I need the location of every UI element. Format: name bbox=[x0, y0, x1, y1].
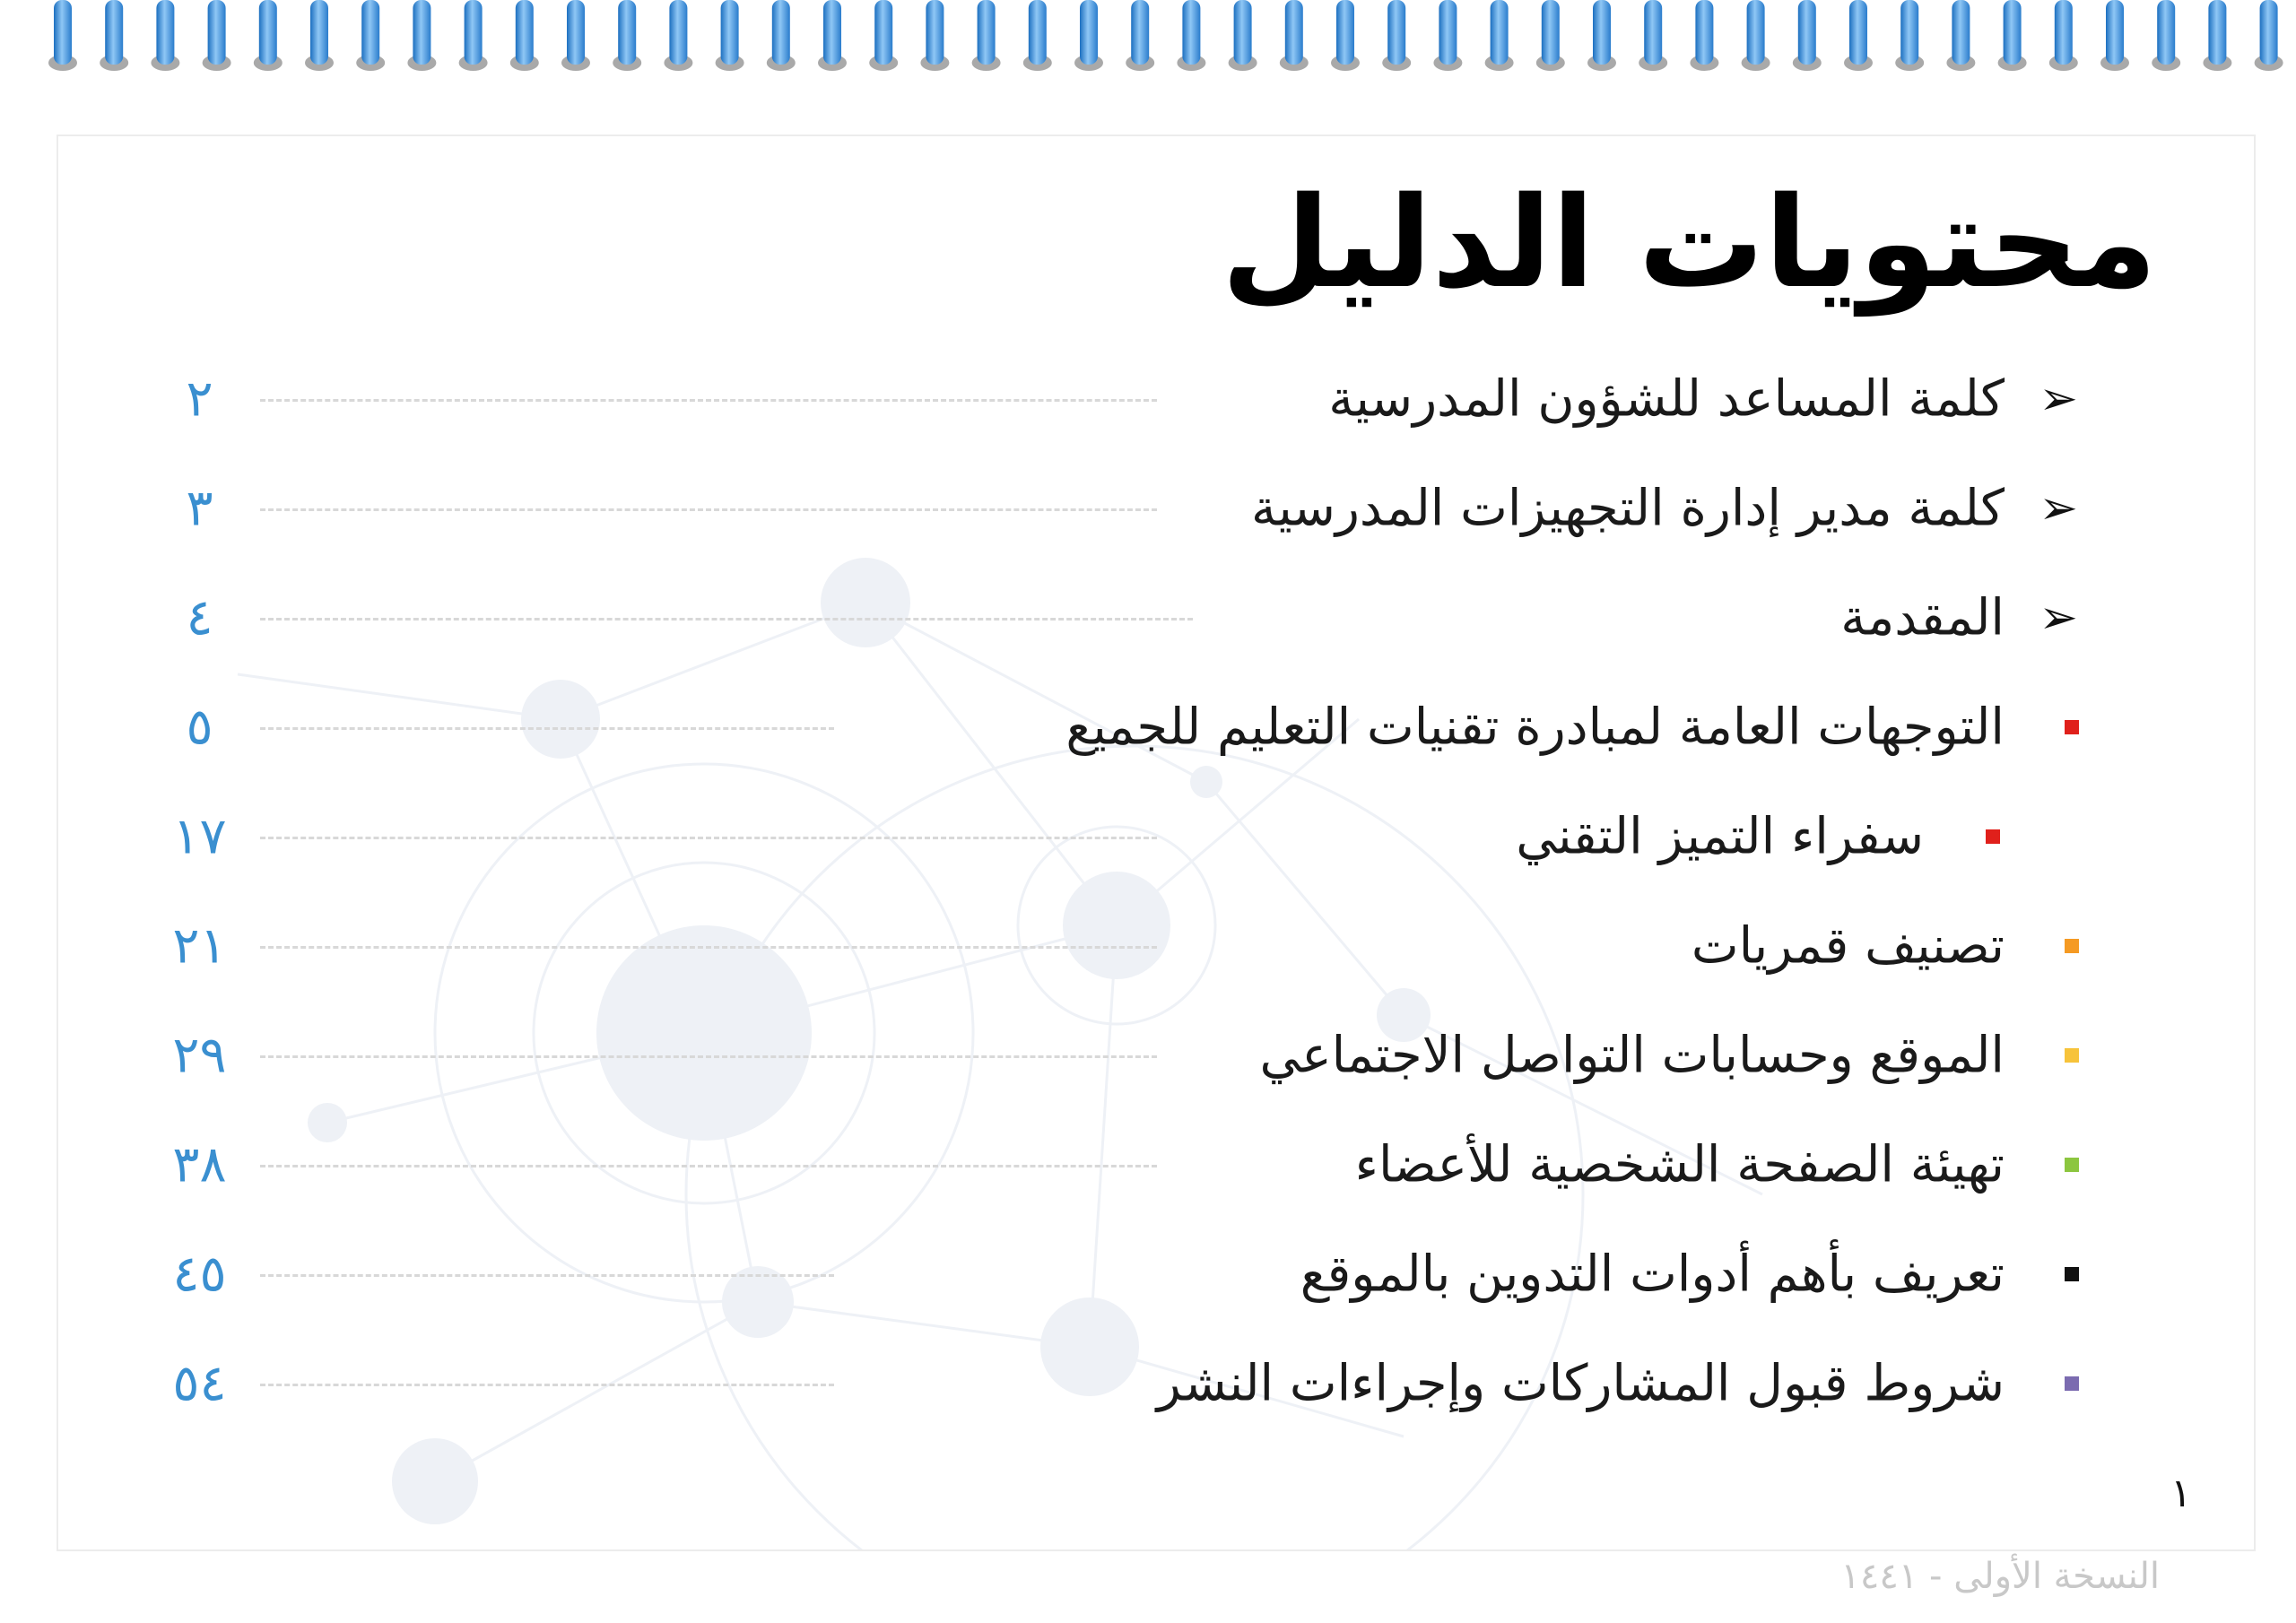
binding-coil bbox=[208, 0, 226, 65]
dotted-leader bbox=[260, 946, 1157, 949]
binding-coil bbox=[2260, 0, 2278, 65]
binding-coil bbox=[1182, 0, 1200, 65]
toc-item-label[interactable]: تعريف بأهم أدوات التدوين بالموقع bbox=[1300, 1245, 2005, 1304]
toc-page-number[interactable]: ٤٥ bbox=[172, 1245, 227, 1304]
binding-coil bbox=[1387, 0, 1405, 65]
binding-coil bbox=[259, 0, 277, 65]
binding-coil bbox=[1747, 0, 1765, 65]
toc-page-number[interactable]: ٥٤ bbox=[172, 1354, 227, 1413]
binding-coil bbox=[2208, 0, 2226, 65]
binding-coil bbox=[926, 0, 944, 65]
binding-coil bbox=[1542, 0, 1560, 65]
toc-item-label[interactable]: كلمة المساعد للشؤون المدرسية bbox=[1328, 369, 2005, 429]
dotted-leader bbox=[260, 508, 1157, 511]
square-bullet-icon bbox=[2065, 1048, 2079, 1063]
square-bullet-icon bbox=[2065, 939, 2079, 953]
binding-coil bbox=[823, 0, 841, 65]
binding-coil bbox=[361, 0, 379, 65]
toc-item-label[interactable]: المقدمة bbox=[1840, 588, 2005, 647]
binding-coil bbox=[1336, 0, 1354, 65]
toc-row[interactable] bbox=[0, 1115, 2296, 1214]
binding-coil bbox=[1952, 0, 1970, 65]
binding-coil bbox=[1131, 0, 1149, 65]
toc-page-number[interactable]: ٣٨ bbox=[172, 1135, 227, 1194]
edition-footer: النسخة الأولى - ١٤٤١ bbox=[1840, 1556, 2160, 1597]
binding-coil bbox=[721, 0, 739, 65]
toc-row[interactable] bbox=[0, 568, 2296, 667]
toc-page-number[interactable]: ٤ bbox=[186, 588, 213, 647]
binding-coil bbox=[2106, 0, 2124, 65]
toc-page-number[interactable]: ١٧ bbox=[172, 807, 227, 866]
binding-coil bbox=[465, 0, 483, 65]
toc-row[interactable] bbox=[0, 1006, 2296, 1105]
binding-coil bbox=[413, 0, 430, 65]
square-bullet-icon bbox=[1986, 829, 2000, 844]
dotted-leader bbox=[260, 1384, 834, 1386]
arrow-icon: ➢ bbox=[2039, 372, 2078, 426]
binding-coil bbox=[1285, 0, 1303, 65]
dotted-leader bbox=[260, 727, 834, 730]
binding-coil bbox=[105, 0, 123, 65]
binding-coil bbox=[516, 0, 534, 65]
binding-coil bbox=[156, 0, 174, 65]
binding-coil bbox=[772, 0, 790, 65]
binding-coil bbox=[1849, 0, 1867, 65]
dotted-leader bbox=[260, 1055, 1157, 1058]
dotted-leader bbox=[260, 618, 1193, 621]
binding-coil bbox=[1439, 0, 1457, 65]
binding-coil bbox=[1644, 0, 1662, 65]
binding-coil bbox=[567, 0, 585, 65]
toc-page-number[interactable]: ٥ bbox=[186, 698, 213, 757]
toc-row[interactable] bbox=[0, 1334, 2296, 1433]
dotted-leader bbox=[260, 1274, 834, 1277]
toc-row[interactable] bbox=[0, 678, 2296, 777]
arrow-icon: ➢ bbox=[2039, 482, 2078, 535]
toc-row[interactable] bbox=[0, 350, 2296, 448]
binding-coil bbox=[2004, 0, 2022, 65]
binding-coil bbox=[1080, 0, 1098, 65]
binding-coil bbox=[54, 0, 72, 65]
dotted-leader bbox=[260, 837, 1157, 839]
dotted-leader bbox=[260, 1165, 1157, 1167]
toc-item-label[interactable]: الموقع وحسابات التواصل الاجتماعي bbox=[1259, 1026, 2005, 1085]
binding-coil bbox=[1900, 0, 1918, 65]
binding-coil bbox=[1029, 0, 1047, 65]
page-number: ١ bbox=[2170, 1471, 2192, 1516]
toc-page-number[interactable]: ٢ bbox=[186, 369, 213, 429]
binding-coil bbox=[2055, 0, 2073, 65]
square-bullet-icon bbox=[2065, 1158, 2079, 1172]
spiral-binding-icon bbox=[0, 0, 2296, 81]
binding-coil bbox=[1798, 0, 1816, 65]
binding-coil bbox=[874, 0, 892, 65]
square-bullet-icon bbox=[2065, 1267, 2079, 1281]
square-bullet-icon bbox=[2065, 720, 2079, 734]
square-bullet-icon bbox=[2065, 1376, 2079, 1391]
toc-row[interactable] bbox=[0, 459, 2296, 558]
toc-row[interactable] bbox=[0, 897, 2296, 995]
binding-coil bbox=[2157, 0, 2175, 65]
toc-page-number[interactable]: ٣ bbox=[186, 479, 213, 538]
binding-coil bbox=[1491, 0, 1509, 65]
toc-row[interactable] bbox=[0, 787, 2296, 886]
toc-item-label[interactable]: تهيئة الصفحة الشخصية للأعضاء bbox=[1354, 1135, 2005, 1194]
binding-coil bbox=[1593, 0, 1611, 65]
binding-coil bbox=[978, 0, 996, 65]
binding-coil bbox=[310, 0, 328, 65]
toc-item-label[interactable]: تصنيف قمريات bbox=[1691, 916, 2005, 976]
toc-item-label[interactable]: كلمة مدير إدارة التجهيزات المدرسية bbox=[1251, 479, 2005, 538]
binding-coil bbox=[669, 0, 687, 65]
arrow-icon: ➢ bbox=[2039, 591, 2078, 645]
binding-coil bbox=[1234, 0, 1252, 65]
page-title: محتويات الدليل bbox=[1221, 170, 2157, 317]
dotted-leader bbox=[260, 399, 1157, 402]
toc-page-number[interactable]: ٢٩ bbox=[172, 1026, 227, 1085]
binding-coil bbox=[1695, 0, 1713, 65]
toc-page-number[interactable]: ٢١ bbox=[172, 916, 227, 976]
toc-item-label[interactable]: التوجهات العامة لمبادرة تقنيات التعليم للجميع bbox=[1065, 698, 2005, 757]
toc-row[interactable] bbox=[0, 1225, 2296, 1324]
toc-item-label[interactable]: سفراء التميز التقني bbox=[1516, 807, 1924, 866]
binding-coil bbox=[618, 0, 636, 65]
toc-item-label[interactable]: شروط قبول المشاركات وإجراءات النشر bbox=[1156, 1354, 2005, 1413]
